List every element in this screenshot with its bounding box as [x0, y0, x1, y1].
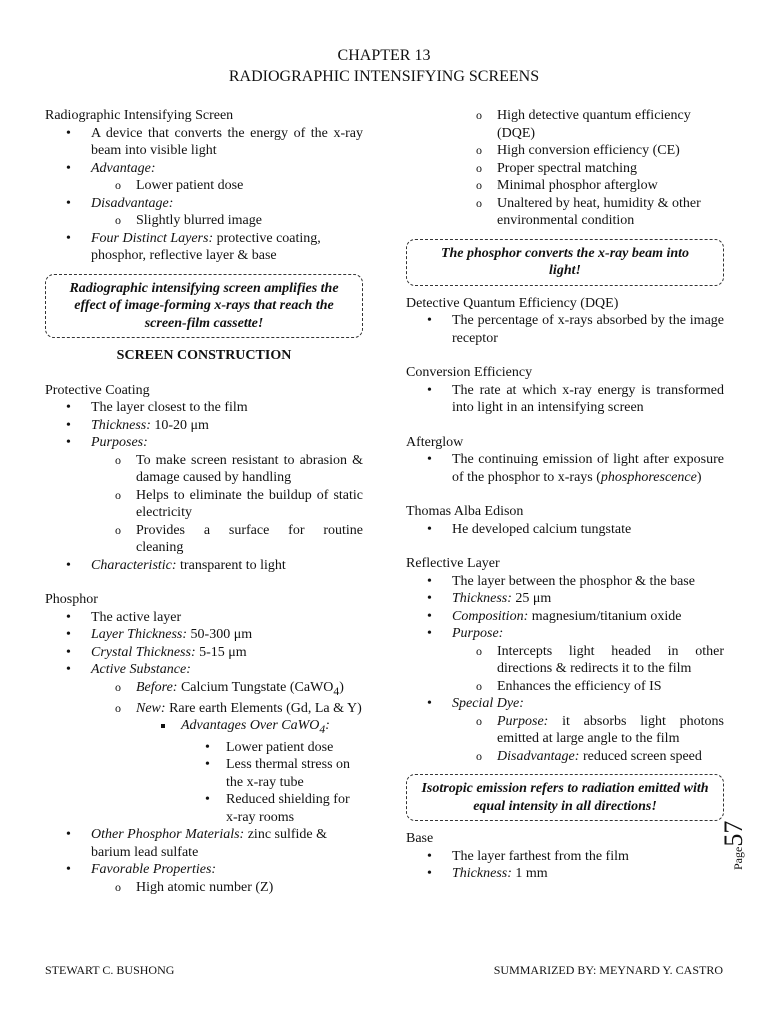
- base-list: [406, 848, 724, 883]
- favorable-properties-label: Favorable Properties:: [91, 862, 217, 878]
- rl-thickness-value: 25 μm: [511, 591, 552, 606]
- list-item: o Unaltered by heat, humidity & other environmental condition: [406, 195, 724, 230]
- list-item: • The layer closest to the film: [45, 399, 363, 417]
- dqe-list: [406, 312, 724, 347]
- list-item: [45, 717, 363, 738]
- list-item: [45, 861, 363, 879]
- section-title: SCREEN CONSTRUCTION: [116, 348, 292, 363]
- advantages-over-subscript: 4: [319, 723, 326, 737]
- page-label: Page: [731, 846, 745, 870]
- characteristic-value: transparent to light: [176, 557, 286, 573]
- new-value: Rare earth Elements (Gd, La & Y): [165, 700, 362, 716]
- edison-heading: Thomas Alba Edison: [406, 504, 524, 519]
- list-item: [45, 557, 363, 575]
- base-heading: Base: [406, 831, 434, 846]
- list-item: [406, 451, 724, 486]
- thickness-value: 10-20 μm: [150, 417, 209, 433]
- afterglow-heading: Afterglow: [406, 434, 464, 450]
- list-item: [406, 625, 724, 643]
- list-item: o To make screen resistant to abrasion & damage caused by handling: [45, 452, 363, 487]
- list-item: • The layer farthest from the film: [406, 848, 724, 866]
- before-label: Before:: [136, 679, 178, 695]
- disadvantage-label: Disadvantage:: [91, 195, 174, 211]
- chapter-header: [0, 45, 768, 87]
- right-column: [406, 107, 724, 883]
- list-item: o High conversion efficiency (CE): [406, 142, 724, 160]
- list-item: • The percentage of x-rays absorbed by the image receptor: [406, 312, 724, 347]
- list-item: • Less thermal stress on the x-ray tube: [45, 756, 363, 791]
- thickness-label: Thickness:: [91, 417, 151, 433]
- edison-list: [406, 521, 724, 539]
- afterglow-list: [406, 451, 724, 486]
- ce-heading: Conversion Efficiency: [406, 365, 533, 380]
- protective-coating-list: [45, 399, 363, 574]
- afterglow-text: The continuing emission of light after exposure of the phosphor to x-rays (: [452, 452, 724, 485]
- list-item: o High atomic number (Z): [45, 879, 363, 897]
- purposes-label: Purposes:: [91, 435, 148, 450]
- advantages-over-end: :: [325, 718, 330, 734]
- list-item: o Slightly blurred image: [45, 212, 363, 230]
- list-item: [45, 160, 363, 178]
- base-thickness-label: Thickness:: [452, 866, 512, 881]
- special-dye-label: Special Dye:: [452, 696, 524, 711]
- list-item: o Enhances the efficiency of IS: [406, 678, 724, 696]
- page-number-value: 57: [719, 820, 748, 847]
- rl-purpose-label: Purpose:: [452, 626, 504, 641]
- list-item: o Minimal phosphor afterglow: [406, 177, 724, 195]
- list-item: • The rate at which x-ray energy is transformed into light in an intensifying screen: [406, 382, 724, 417]
- list-item: [45, 195, 363, 213]
- list-item: • The active layer: [45, 609, 363, 627]
- layers-label: Four Distinct Layers:: [91, 230, 214, 246]
- reflective-layer-heading: Reflective Layer: [406, 556, 500, 571]
- before-value: Calcium Tungstate (CaWO: [177, 679, 334, 695]
- list-item: [406, 713, 724, 748]
- list-item: [45, 700, 363, 718]
- afterglow-italic: phosphorescence: [600, 469, 697, 485]
- footer-author: STEWART C. BUSHONG: [45, 963, 175, 977]
- intro-heading: Radiographic Intensifying Screen: [45, 108, 234, 123]
- advantages-over-text: Advantages Over CaWO: [181, 718, 320, 734]
- list-item: • Lower patient dose: [45, 739, 363, 757]
- list-item: [45, 826, 363, 861]
- list-item: • A device that converts the energy of the x-ray beam into visible light: [45, 125, 363, 160]
- composition-value: magnesium/titanium oxide: [528, 608, 682, 624]
- list-item: o Proper spectral matching: [406, 160, 724, 178]
- footer-summarizer: SUMMARIZED BY: MEYNARD Y. CASTRO: [493, 963, 723, 977]
- advantage-label: Advantage:: [91, 160, 156, 176]
- list-item: [45, 661, 363, 679]
- layer-thickness-value: 50-300 μm: [187, 627, 253, 642]
- list-item: [406, 590, 724, 608]
- before-end: ): [339, 679, 344, 695]
- crystal-thickness-value: 5-15 μm: [195, 644, 247, 660]
- list-item: [45, 644, 363, 662]
- before-subscript: 4: [333, 684, 340, 698]
- list-item: o Helps to eliminate the buildup of static electricity: [45, 487, 363, 522]
- favorable-properties-list: [406, 107, 724, 230]
- list-item: [406, 865, 724, 883]
- crystal-thickness-label: Crystal Thickness:: [91, 644, 196, 660]
- callout-box-isotropic: Isotropic emission refers to radiation emitted with equal intensity in all directions!: [406, 774, 724, 821]
- list-item: [406, 608, 724, 626]
- composition-label: Composition:: [452, 608, 529, 624]
- list-item: [406, 695, 724, 713]
- list-item: [45, 230, 363, 265]
- afterglow-end: ): [696, 469, 702, 485]
- advantages-over-label: [181, 718, 330, 737]
- callout-box-amplify: Radiographic intensifying screen amplifies the effect of image-forming x-rays that reach the screen-film cassette!: [45, 274, 363, 339]
- list-item: [45, 679, 363, 700]
- list-item: • He developed calcium tungstate: [406, 521, 724, 539]
- layer-thickness-label: Layer Thickness:: [91, 627, 188, 642]
- dqe-heading: Detective Quantum Efficiency (DQE): [406, 295, 619, 311]
- phosphor-list: [45, 609, 363, 897]
- list-item: o Provides a surface for routine cleaning: [45, 522, 363, 557]
- new-label: New:: [136, 700, 166, 716]
- list-item: • The layer between the phosphor & the base: [406, 573, 724, 591]
- protective-coating-heading: Protective Coating: [45, 382, 150, 398]
- intro-list: [45, 125, 363, 265]
- dye-disadvantage-label: Disadvantage:: [497, 748, 580, 764]
- other-materials-value: zinc sulfide & barium lead sulfate: [91, 827, 328, 860]
- list-item: [45, 434, 363, 452]
- list-item: o Intercepts light headed in other directions & redirects it to the film: [406, 643, 724, 678]
- list-item: • Reduced shielding for x-ray rooms: [45, 791, 363, 826]
- reflective-layer-list: [406, 573, 724, 766]
- layers-text: protective coating, phosphor, reflective layer & base: [91, 230, 321, 263]
- active-substance-label: Active Substance:: [91, 662, 191, 677]
- chapter-number: CHAPTER 13: [337, 47, 431, 64]
- list-item: [45, 417, 363, 435]
- rl-thickness-label: Thickness:: [452, 591, 512, 606]
- phosphor-heading: Phosphor: [45, 592, 98, 607]
- base-thickness-value: 1 mm: [511, 866, 548, 881]
- page-number: [719, 810, 765, 870]
- left-column: [45, 107, 363, 896]
- callout-box-phosphor: The phosphor converts the x-ray beam into light!: [406, 239, 724, 286]
- ce-list: [406, 382, 724, 417]
- dye-disadvantage-value: reduced screen speed: [579, 748, 702, 764]
- dye-purpose-label: Purpose:: [497, 713, 549, 729]
- dye-purpose-value: it absorbs light photons emitted at large angle to the film: [497, 713, 724, 746]
- characteristic-label: Characteristic:: [91, 557, 177, 573]
- list-item: o Lower patient dose: [45, 177, 363, 195]
- other-materials-label: Other Phosphor Materials:: [91, 827, 245, 843]
- chapter-title: RADIOGRAPHIC INTENSIFYING SCREENS: [228, 68, 540, 85]
- list-item: o High detective quantum efficiency (DQE): [406, 107, 724, 142]
- list-item: [406, 748, 724, 766]
- list-item: [45, 626, 363, 644]
